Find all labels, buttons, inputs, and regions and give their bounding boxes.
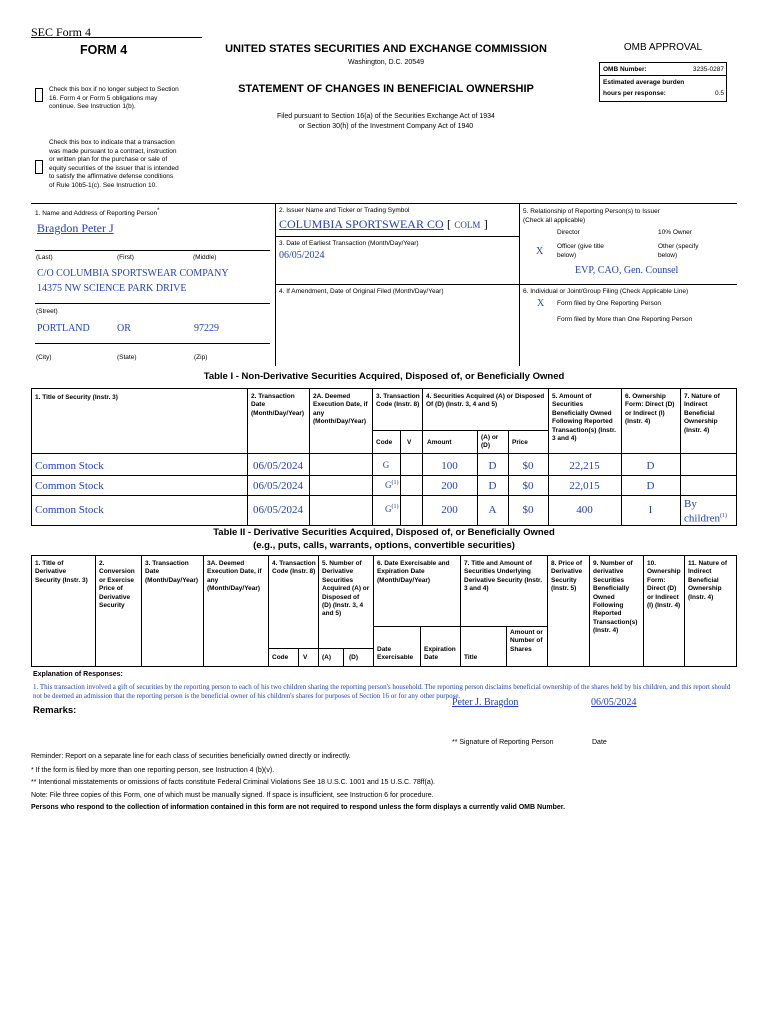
t1-r3-date: 06/05/2024 bbox=[252, 504, 304, 516]
t2-col-code: 4. Transaction Code (Instr. 8) bbox=[272, 560, 316, 576]
t2-sub-date-ex: Date Exercisable bbox=[377, 646, 414, 662]
t2-sub-title: Title bbox=[464, 654, 478, 661]
t1-r2-date: 06/05/2024 bbox=[252, 480, 304, 492]
t1-r2-title: Common Stock bbox=[35, 480, 104, 492]
t1-col-date: 2. Transaction Date (Month/Day/Year) bbox=[251, 393, 305, 417]
one-person-option[interactable]: Form filed by One Reporting Person bbox=[557, 300, 662, 307]
issuer-name[interactable]: COLUMBIA SPORTSWEAR CO bbox=[279, 217, 444, 231]
address-line-2: 14375 NW SCIENCE PARK DRIVE bbox=[37, 283, 187, 294]
t1-col-deemed-date: 2A. Deemed Execution Date, if any (Month/Day/Year) bbox=[313, 393, 368, 426]
middle-label: (Middle) bbox=[193, 254, 217, 261]
t2-col-owned: 9. Number of derivative Securities Beneficially Owned Following Reported Transaction(s) (Instr. 4) bbox=[593, 560, 638, 635]
t2-col-number: 5. Number of Derivative Securities Acquired (A) or Disposed of (D) (Instr. 3, 4 and 5) bbox=[322, 560, 370, 618]
table1-title: Table I - Non-Derivative Securities Acquired, Disposed of, or Beneficially Owned bbox=[203, 371, 565, 382]
t2-sub-a: (A) bbox=[322, 654, 332, 661]
sec-form-label: SEC Form 4 bbox=[31, 25, 92, 39]
relationship-label: 5. Relationship of Reporting Person(s) to Issuer (Check all applicable) bbox=[523, 208, 660, 224]
t1-r3-code: $G^{(1)}$ bbox=[385, 504, 399, 514]
t1-r1-ad: D bbox=[488, 460, 497, 472]
t1-col-code: 3. Transaction Code (Instr. 8) bbox=[376, 393, 420, 409]
omb-burden-label: Estimated average burden bbox=[603, 79, 685, 86]
no-longer-subject-text: Check this box if no longer subject to Section 16. Form 4 or Form 5 obligations may continue. See Instruction 1(b). bbox=[49, 86, 179, 110]
t1-r1-form: D bbox=[646, 460, 655, 472]
t1-col-nature: 7. Nature of Indirect Beneficial Ownership (Instr. 4) bbox=[684, 393, 720, 434]
t2-col-date: 3. Transaction Date (Month/Day/Year) bbox=[145, 560, 199, 584]
omb-number-label: OMB Number: bbox=[603, 66, 647, 73]
t1-r3-nature: By children$^{(1)}$ bbox=[684, 498, 728, 525]
rule-10b5-checkbox[interactable] bbox=[35, 160, 43, 174]
t1-r2-owned: 22,015 bbox=[569, 480, 600, 492]
footer-reminder: Reminder: Report on a separate line for each class of securities beneficially owned directly or indirectly. bbox=[31, 753, 351, 760]
t1-r1-amount: 100 bbox=[441, 460, 458, 472]
explanation-label: Explanation of Responses: bbox=[33, 671, 123, 678]
address-line-1: C/O COLUMBIA SPORTSWEAR COMPANY bbox=[37, 268, 229, 279]
officer-checkmark[interactable]: X bbox=[536, 246, 544, 257]
t1-r3-ad: A bbox=[488, 504, 497, 516]
table2-title: Table II - Derivative Securities Acquired, Disposed of, or Beneficially Owned (e.g., puts, calls, warrants, options, convertible securities) bbox=[213, 527, 555, 551]
t2-col-title: 1. Title of Derivative Security (Instr. 3) bbox=[35, 560, 88, 584]
t2-col-nature: 11. Nature of Indirect Beneficial Ownership (Instr. 4) bbox=[688, 560, 728, 601]
date-label: Date bbox=[592, 739, 607, 746]
t1-r1-title: Common Stock bbox=[35, 460, 104, 472]
t2-sub-d: (D) bbox=[349, 654, 359, 661]
t1-col-form: 6. Ownership Form: Direct (D) or Indirect (I) (Instr. 4) bbox=[625, 393, 675, 426]
t1-r2-ad: D bbox=[488, 480, 497, 492]
t1-r1-code: G bbox=[382, 460, 390, 470]
t2-col-price: 8. Price of Derivative Security (Instr. 5) bbox=[551, 560, 583, 593]
agency-name: UNITED STATES SECURITIES AND EXCHANGE COMMISSION bbox=[225, 43, 547, 55]
footer-note-4: Persons who respond to the collection of information contained in this form are not required to respond unless the form displays a currently valid OMB Number. bbox=[31, 804, 566, 811]
t1-sub-code: Code bbox=[376, 439, 393, 446]
t2-col-deemed-date: 3A. Deemed Execution Date, if any (Month/Day/Year) bbox=[207, 560, 262, 593]
t1-sub-aord: (A) or (D) bbox=[481, 434, 499, 450]
t1-r3-title: Common Stock bbox=[35, 504, 104, 516]
t2-col-conversion: 2. Conversion or Exercise Price of Derivative Security bbox=[99, 560, 135, 610]
last-label: (Last) bbox=[36, 254, 53, 261]
remarks-label: Remarks: bbox=[33, 705, 77, 716]
t1-sub-price: Price bbox=[512, 439, 528, 446]
t2-sub-v: V bbox=[303, 654, 308, 661]
no-longer-subject-checkbox[interactable] bbox=[35, 88, 43, 102]
t2-sub-exp: Expiration Date bbox=[424, 646, 456, 662]
city-label: (City) bbox=[36, 354, 52, 361]
footer-note-3: Note: File three copies of this Form, one of which must be manually signed. If space is insufficient, see Instruction 6 for procedure. bbox=[31, 792, 434, 799]
signature: Peter J. Bragdon bbox=[452, 697, 519, 708]
t1-r3-form: I bbox=[648, 504, 653, 516]
filed-pursuant: Filed pursuant to Section 16(a) of the Securities Exchange Act of 1934 or Section 30(h) of the Investment Company Act of 1940 bbox=[277, 113, 495, 130]
issuer-label: 2. Issuer Name and Ticker or Trading Symbol bbox=[279, 207, 410, 214]
agency-location: Washington, D.C. 20549 bbox=[347, 59, 424, 66]
t2-sub-code: Code bbox=[272, 654, 289, 661]
other-option[interactable]: Other (specify below) bbox=[658, 243, 699, 259]
t1-col-owned: 5. Amount of Securities Beneficially Owned Following Reported Transaction(s) (Instr. 3 and 4) bbox=[552, 393, 616, 443]
t1-r2-form: D bbox=[646, 480, 655, 492]
t1-r2-price: $0 bbox=[522, 480, 534, 492]
one-person-checkmark[interactable]: X bbox=[537, 298, 545, 309]
t1-r1-price: $0 bbox=[522, 460, 534, 472]
officer-title: EVP, CAO, Gen. Counsel bbox=[575, 265, 679, 276]
t1-r3-price: $0 bbox=[522, 504, 534, 516]
t1-r1-date: 06/05/2024 bbox=[252, 460, 304, 472]
footer-note-2: ** Intentional misstatements or omissions of facts constitute Federal Criminal Violations See 18 U.S.C. 1001 and 15 U.S.C. 78ff(a). bbox=[31, 779, 435, 786]
director-option[interactable]: Director bbox=[557, 229, 580, 236]
omb-hours-value: 0.5 bbox=[714, 90, 724, 97]
zip-value: 97229 bbox=[194, 323, 219, 334]
multiple-person-option[interactable]: Form filed by More than One Reporting Person bbox=[557, 316, 693, 323]
t2-col-exercisable: 6. Date Exercisable and Expiration Date (Month/Day/Year) bbox=[377, 560, 450, 584]
rule-10b5-text: Check this box to indicate that a transaction was made pursuant to a contract, instruction or written plan for the purchase or sale of equity securities of the issuer that is intended to satisfy the affirmative defense conditions of Rule 10b5-1(c). See Instruction 10. bbox=[49, 139, 179, 189]
t2-col-form: 10. Ownership Form: Direct (D) or Indirect (I) (Instr. 4) bbox=[647, 560, 681, 610]
earliest-date-label: 3. Date of Earliest Transaction (Month/Day/Year) bbox=[279, 240, 419, 247]
t1-r3-owned: 400 bbox=[576, 504, 593, 516]
t1-r1-owned: 22,215 bbox=[569, 460, 600, 472]
t1-r2-code: $G^{(1)}$ bbox=[385, 480, 399, 490]
city-value: PORTLAND bbox=[37, 323, 90, 334]
omb-hours-label: hours per response: bbox=[603, 90, 666, 97]
ten-pct-owner-option[interactable]: 10% Owner bbox=[658, 229, 692, 236]
t2-sub-amount: Amount or Number of Shares bbox=[510, 629, 543, 653]
signature-label: ** Signature of Reporting Person bbox=[452, 739, 554, 746]
street-label: (Street) bbox=[36, 308, 58, 315]
earliest-date-value: 06/05/2024 bbox=[279, 250, 325, 261]
t1-sub-amount: Amount bbox=[427, 439, 452, 446]
amendment-label: 4. If Amendment, Date of Original Filed (Month/Day/Year) bbox=[279, 288, 444, 295]
omb-number-value: 3235-0287 bbox=[692, 66, 724, 73]
signature-date: 06/05/2024 bbox=[591, 697, 637, 708]
reporting-person-label: 1. Name and Address of Reporting Person* bbox=[35, 208, 160, 218]
omb-title: OMB APPROVAL bbox=[623, 42, 703, 53]
t1-col-acquired: 4. Securities Acquired (A) or Disposed Of (D) (Instr. 3, 4 and 5) bbox=[426, 393, 545, 409]
state-label: (State) bbox=[117, 354, 137, 361]
issuer-ticker[interactable]: COLM bbox=[454, 220, 481, 230]
statement-title: STATEMENT OF CHANGES IN BENEFICIAL OWNERSHIP bbox=[238, 83, 534, 95]
zip-label: (Zip) bbox=[194, 354, 208, 361]
form-title: FORM 4 bbox=[80, 43, 128, 57]
t1-col-title: 1. Title of Security (Instr. 3) bbox=[35, 394, 118, 401]
t1-r2-amount: 200 bbox=[441, 480, 458, 492]
reporting-person-name[interactable]: Bragdon Peter J bbox=[37, 221, 114, 235]
officer-option[interactable]: Officer (give title below) bbox=[557, 243, 604, 259]
t1-sub-v: V bbox=[407, 439, 412, 446]
issuer-name-line: COLUMBIA SPORTSWEAR CO [ COLM ] bbox=[279, 217, 488, 231]
state-value: OR bbox=[117, 323, 131, 334]
footer-note-1: * If the form is filed by more than one reporting person, see Instruction 4 (b)(v). bbox=[31, 767, 275, 774]
filing-label: 6. Individual or Joint/Group Filing (Check Applicable Line) bbox=[523, 288, 689, 295]
t2-col-underlying: 7. Title and Amount of Securities Underlying Derivative Security (Instr. 3 and 4) bbox=[464, 560, 543, 593]
explanation-text: 1. This transaction involved a gift of securities by the reporting person to each of his two children sharing the reporting person's household. The reporting person disclaims beneficial ownership of the shares held by his children, and this report should not be deemed an admission that the reporting person is the beneficial owner of his children's shares for purposes of Section 16 or for any other purpose. bbox=[33, 683, 731, 700]
t1-r3-amount: 200 bbox=[441, 504, 458, 516]
first-label: (First) bbox=[117, 254, 134, 261]
